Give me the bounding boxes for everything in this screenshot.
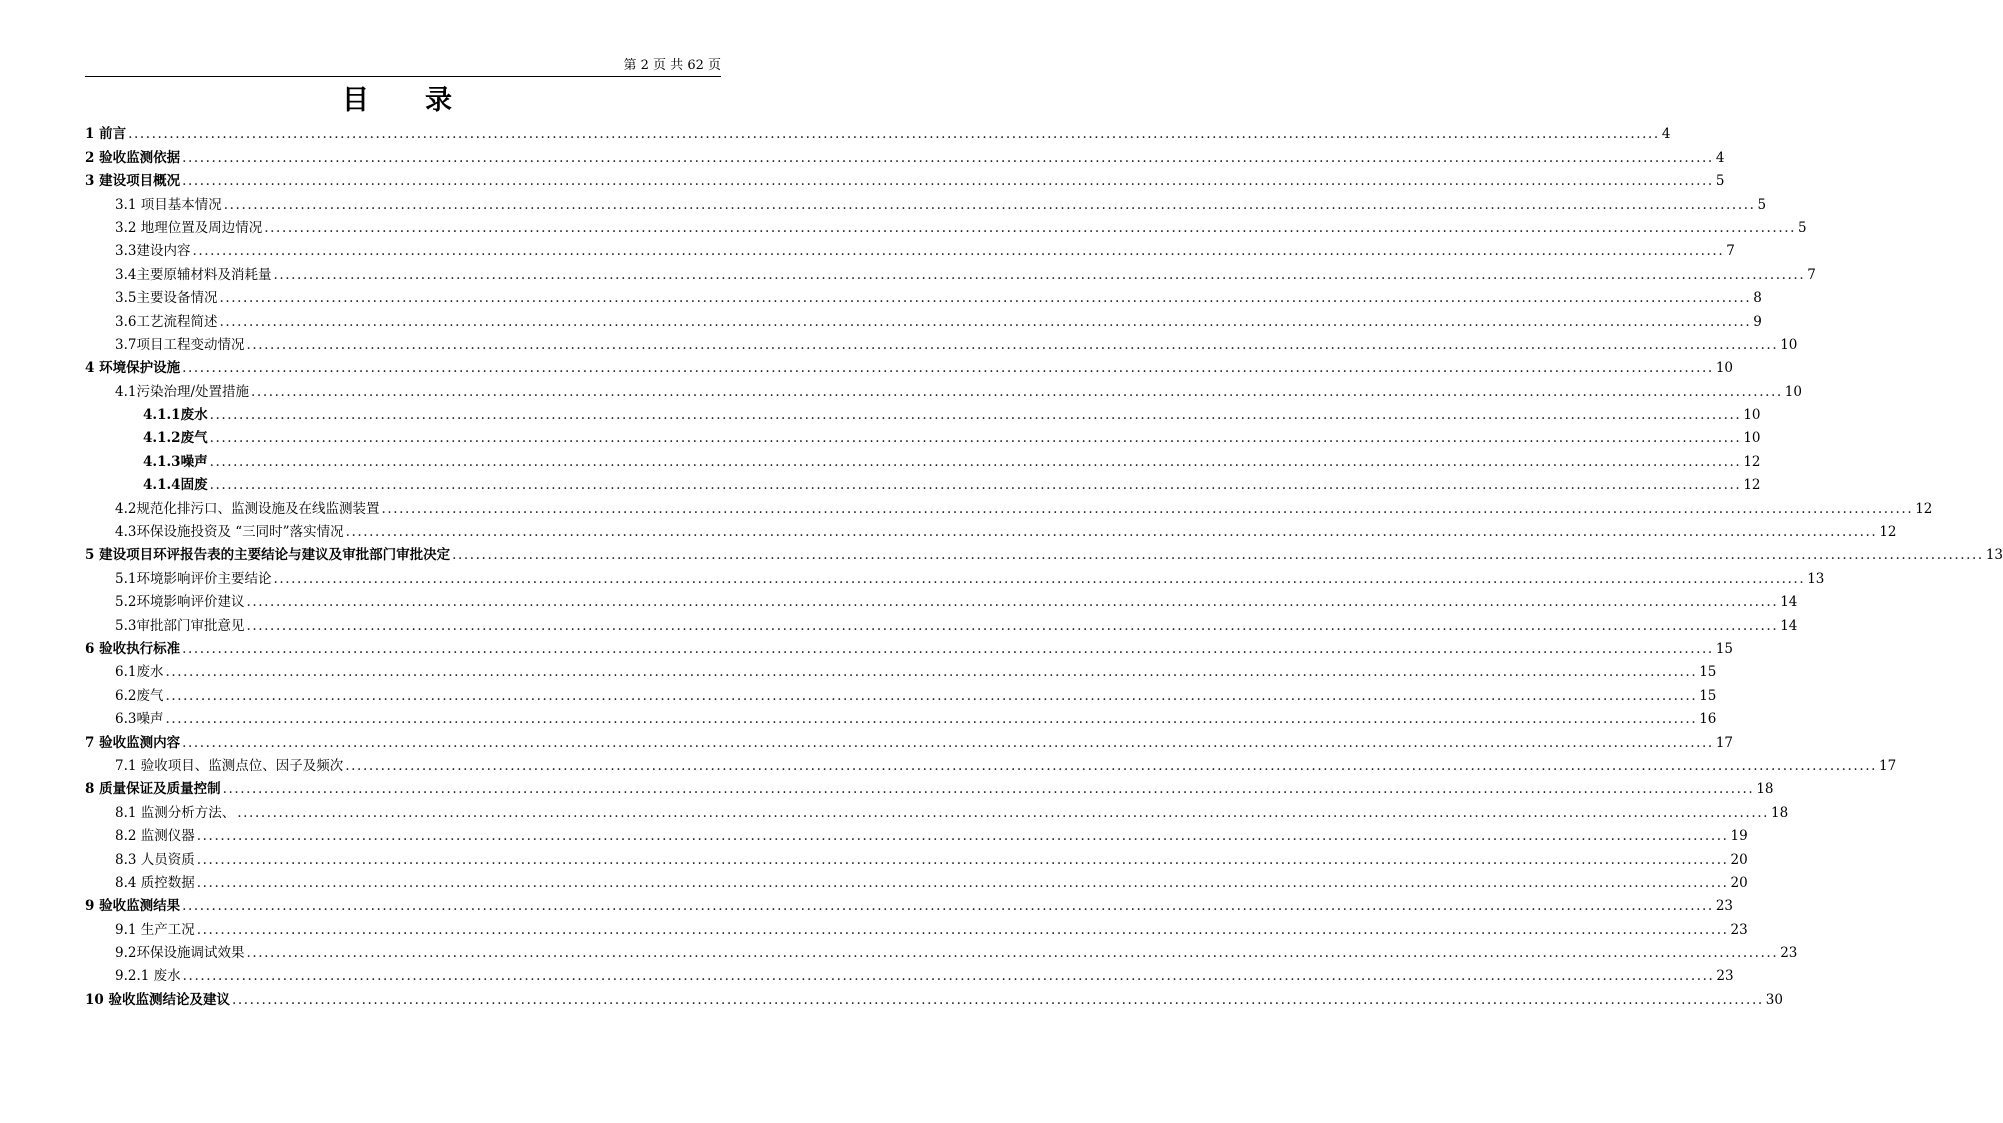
- toc-dot-leader: ....................................................................................................................................................................................................................................................................: [182, 734, 1714, 751]
- toc-entry-page: 15: [1715, 640, 1734, 657]
- toc-entry-page: 9: [1753, 313, 1762, 330]
- toc-entry-label: 8.3 人员资质: [115, 851, 195, 868]
- toc-dot-leader: ....................................................................................................................................................................................................................................................................: [345, 524, 1878, 541]
- toc-entry[interactable]: [85, 493, 1933, 517]
- toc-entry[interactable]: [85, 446, 1761, 470]
- toc-entry[interactable]: [85, 751, 1897, 774]
- toc-entry-label: 6.3噪声: [115, 711, 164, 728]
- toc-dot-leader: ....................................................................................................................................................................................................................................................................: [209, 453, 1742, 470]
- toc-entry-label: 8.1 监测分析方法、: [115, 804, 236, 821]
- toc-dot-leader: ....................................................................................................................................................................................................................................................................: [182, 968, 1715, 985]
- toc-entry-label: 5.3审批部门审批意见: [115, 617, 245, 634]
- toc-entry-label: 4.1.3噪声: [143, 453, 208, 470]
- toc-entry[interactable]: [85, 610, 1798, 634]
- toc-entry-page: 5: [1715, 173, 1725, 190]
- toc-entry-page: 10: [1780, 336, 1798, 353]
- toc-entry[interactable]: [85, 400, 1761, 424]
- toc-entry-page: 17: [1715, 734, 1734, 751]
- toc-entry-page: 12: [1915, 500, 1933, 517]
- toc-entry-label: 4 环境保护设施: [85, 360, 181, 377]
- toc-dot-leader: ....................................................................................................................................................................................................................................................................: [209, 407, 1742, 424]
- toc-dot-leader: ....................................................................................................................................................................................................................................................................: [182, 149, 1714, 166]
- toc-entry[interactable]: [85, 259, 1816, 283]
- toc-entry[interactable]: [85, 704, 1717, 728]
- toc-dot-leader: ....................................................................................................................................................................................................................................................................: [219, 313, 1752, 330]
- toc-entry-page: 16: [1699, 711, 1717, 728]
- toc-entry-page: 15: [1699, 687, 1717, 704]
- toc-entry-label: 9 验收监测结果: [85, 898, 181, 915]
- toc-entry-label: 6.1废水: [115, 664, 164, 681]
- toc-entry[interactable]: [85, 142, 1725, 166]
- toc-entry[interactable]: [85, 587, 1798, 611]
- toc-entry-label: 3.3建设内容: [115, 243, 191, 260]
- toc-entry-page: 5: [1757, 196, 1767, 213]
- table-of-contents: [85, 119, 2003, 1008]
- toc-dot-leader: ....................................................................................................................................................................................................................................................................: [196, 921, 1729, 938]
- toc-dot-leader: ....................................................................................................................................................................................................................................................................: [209, 477, 1742, 494]
- toc-dot-leader: ....................................................................................................................................................................................................................................................................: [182, 360, 1714, 377]
- toc-entry-label: 4.1.1废水: [143, 407, 208, 424]
- toc-entry-page: 12: [1879, 524, 1897, 541]
- toc-entry-page: 12: [1743, 477, 1761, 494]
- toc-entry-page: 14: [1780, 594, 1798, 611]
- toc-entry[interactable]: [85, 306, 1762, 330]
- toc-entry[interactable]: [85, 844, 1748, 868]
- toc-entry-label: 6.2废气: [115, 687, 164, 704]
- toc-entry[interactable]: [85, 727, 1734, 751]
- toc-entry-label: 8.2 监测仪器: [115, 828, 195, 845]
- toc-entry[interactable]: [85, 283, 1762, 307]
- toc-entry-page: 20: [1730, 851, 1748, 868]
- toc-dot-leader: ....................................................................................................................................................................................................................................................................: [222, 781, 1755, 798]
- toc-entry-page: 10: [1784, 383, 1802, 400]
- toc-entry-page: 23: [1715, 898, 1734, 915]
- toc-entry-label: 3.7项目工程变动情况: [115, 336, 245, 353]
- toc-entry[interactable]: [85, 961, 1734, 985]
- toc-dot-leader: ....................................................................................................................................................................................................................................................................: [192, 243, 1725, 260]
- toc-dot-leader: ....................................................................................................................................................................................................................................................................: [196, 874, 1729, 891]
- toc-entry-label: 4.1.2废气: [143, 430, 208, 447]
- toc-entry-label: 3.4主要原辅材料及消耗量: [115, 266, 272, 283]
- toc-dot-leader: ....................................................................................................................................................................................................................................................................: [246, 336, 1779, 353]
- toc-entry[interactable]: [85, 423, 1761, 447]
- toc-entry-label: 4.2规范化排污口、监测设施及在线监测装置: [115, 500, 380, 517]
- toc-entry[interactable]: [85, 563, 1825, 587]
- toc-entry-page: 23: [1780, 945, 1798, 962]
- toc-entry-label: 3.5主要设备情况: [115, 290, 218, 307]
- toc-entry[interactable]: [85, 891, 1734, 915]
- toc-entry-page: 12: [1743, 453, 1761, 470]
- toc-entry-label: 8 质量保证及质量控制: [85, 781, 221, 798]
- toc-entry-page: 20: [1730, 874, 1748, 891]
- toc-entry[interactable]: [85, 634, 1734, 657]
- toc-dot-leader: ....................................................................................................................................................................................................................................................................: [246, 617, 1779, 634]
- toc-entry-label: 10 验收监测结论及建议: [85, 991, 230, 1008]
- toc-entry[interactable]: [85, 797, 1789, 821]
- toc-entry[interactable]: [85, 868, 1748, 891]
- toc-entry[interactable]: [85, 984, 1783, 1008]
- toc-entry-page: 18: [1771, 804, 1789, 821]
- toc-dot-leader: ....................................................................................................................................................................................................................................................................: [246, 945, 1779, 962]
- toc-entry[interactable]: [85, 119, 1671, 143]
- toc-entry-page: 7: [1726, 243, 1735, 260]
- toc-dot-leader: ....................................................................................................................................................................................................................................................................: [182, 640, 1714, 657]
- toc-entry[interactable]: [85, 213, 1807, 236]
- toc-entry-page: 5: [1798, 219, 1807, 236]
- toc-entry-label: 4.1污染治理/处置措施: [115, 383, 250, 400]
- toc-entry-page: 23: [1730, 921, 1748, 938]
- page-header: [85, 58, 721, 77]
- toc-dot-leader: ....................................................................................................................................................................................................................................................................: [452, 547, 1984, 564]
- toc-dot-leader: ....................................................................................................................................................................................................................................................................: [182, 173, 1714, 190]
- toc-entry-page: 4: [1661, 126, 1671, 143]
- document-title: 目录: [342, 85, 508, 116]
- toc-entry-page: 10: [1715, 360, 1734, 377]
- toc-dot-leader: ....................................................................................................................................................................................................................................................................: [273, 570, 1806, 587]
- toc-entry[interactable]: [85, 353, 1734, 377]
- toc-dot-leader: ....................................................................................................................................................................................................................................................................: [246, 594, 1779, 611]
- toc-entry[interactable]: [85, 774, 1774, 798]
- toc-entry-label: 8.4 质控数据: [115, 874, 195, 891]
- toc-dot-leader: ....................................................................................................................................................................................................................................................................: [196, 828, 1729, 845]
- toc-entry-label: 9.2环保设施调试效果: [115, 945, 245, 962]
- toc-entry-label: 3.1 项目基本情况: [115, 196, 222, 213]
- toc-entry[interactable]: [85, 166, 1725, 190]
- toc-dot-leader: ....................................................................................................................................................................................................................................................................: [345, 757, 1877, 774]
- toc-entry[interactable]: [85, 914, 1748, 938]
- toc-entry[interactable]: [85, 330, 1798, 353]
- toc-entry-label: 1 前言: [85, 126, 127, 143]
- toc-dot-leader: ....................................................................................................................................................................................................................................................................: [165, 687, 1698, 704]
- toc-dot-leader: ....................................................................................................................................................................................................................................................................: [165, 711, 1698, 728]
- toc-entry-label: 7.1 验收项目、监测点位、因子及频次: [115, 757, 344, 774]
- toc-entry-label: 5.2环境影响评价建议: [115, 594, 245, 611]
- toc-entry-page: 19: [1730, 828, 1748, 845]
- toc-dot-leader: ....................................................................................................................................................................................................................................................................: [165, 664, 1698, 681]
- toc-entry-page: 30: [1765, 991, 1783, 1008]
- toc-dot-leader: ....................................................................................................................................................................................................................................................................: [128, 126, 1660, 143]
- toc-dot-leader: ....................................................................................................................................................................................................................................................................: [232, 991, 1764, 1008]
- toc-entry-page: 13: [1985, 547, 2003, 564]
- toc-dot-leader: ....................................................................................................................................................................................................................................................................: [251, 383, 1783, 400]
- toc-entry-label: 9.2.1 废水: [115, 968, 181, 985]
- toc-entry-label: 3.6工艺流程简述: [115, 313, 218, 330]
- toc-entry[interactable]: [85, 680, 1717, 704]
- toc-entry-page: 8: [1753, 290, 1762, 307]
- toc-dot-leader: ....................................................................................................................................................................................................................................................................: [264, 219, 1796, 236]
- page-info: 第 2 页 共 62 页: [623, 58, 721, 73]
- toc-entry-label: 2 验收监测依据: [85, 149, 181, 166]
- toc-entry-label: 4.1.4固废: [143, 477, 208, 494]
- toc-entry[interactable]: [85, 657, 1717, 681]
- toc-dot-leader: ....................................................................................................................................................................................................................................................................: [237, 804, 1769, 821]
- toc-entry-label: 9.1 生产工况: [115, 921, 195, 938]
- toc-entry-label: 4.3环保设施投资及 “三同时”落实情况: [115, 524, 344, 541]
- toc-entry-label: 5 建设项目环评报告表的主要结论与建议及审批部门审批决定: [85, 547, 451, 564]
- toc-dot-leader: ....................................................................................................................................................................................................................................................................: [182, 898, 1714, 915]
- toc-entry-page: 10: [1743, 430, 1761, 447]
- toc-dot-leader: ....................................................................................................................................................................................................................................................................: [273, 266, 1806, 283]
- toc-dot-leader: ....................................................................................................................................................................................................................................................................: [196, 851, 1729, 868]
- toc-entry-label: 3 建设项目概况: [85, 173, 181, 190]
- toc-entry[interactable]: [85, 376, 1802, 400]
- toc-entry-page: 4: [1715, 149, 1725, 166]
- toc-dot-leader: ....................................................................................................................................................................................................................................................................: [381, 500, 1914, 517]
- toc-dot-leader: ....................................................................................................................................................................................................................................................................: [219, 290, 1752, 307]
- toc-entry-page: 13: [1807, 570, 1825, 587]
- toc-dot-leader: ....................................................................................................................................................................................................................................................................: [209, 430, 1742, 447]
- toc-entry[interactable]: [85, 938, 1798, 962]
- toc-entry-page: 17: [1879, 757, 1897, 774]
- toc-entry[interactable]: [85, 821, 1748, 845]
- toc-entry-label: 7 验收监测内容: [85, 734, 181, 751]
- toc-entry-page: 23: [1716, 968, 1734, 985]
- toc-entry[interactable]: [85, 236, 1735, 260]
- toc-entry[interactable]: [85, 540, 2003, 564]
- toc-entry-label: 3.2 地理位置及周边情况: [115, 219, 263, 236]
- toc-entry-page: 15: [1699, 664, 1717, 681]
- toc-dot-leader: ....................................................................................................................................................................................................................................................................: [223, 196, 1756, 213]
- toc-entry-page: 10: [1743, 407, 1761, 424]
- toc-entry[interactable]: [85, 189, 1767, 213]
- toc-entry[interactable]: [85, 470, 1761, 494]
- toc-entry-label: 6 验收执行标准: [85, 640, 181, 657]
- toc-entry[interactable]: [85, 517, 1897, 541]
- toc-entry-page: 18: [1756, 781, 1774, 798]
- toc-entry-page: 14: [1780, 617, 1798, 634]
- toc-entry-page: 7: [1807, 266, 1816, 283]
- toc-entry-label: 5.1环境影响评价主要结论: [115, 570, 272, 587]
